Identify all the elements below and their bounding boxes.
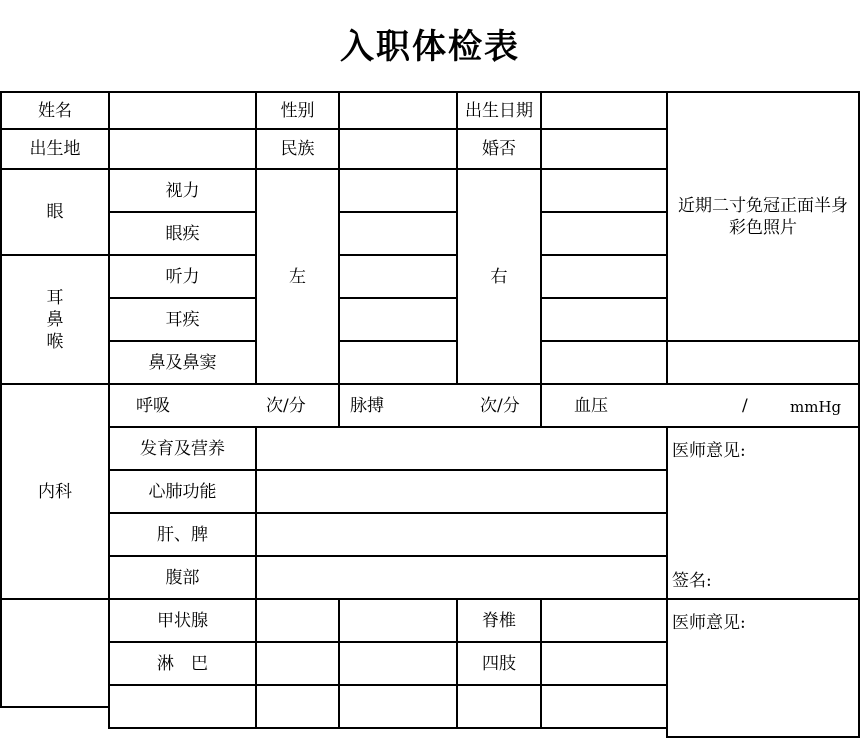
internal-section-label: 内科 xyxy=(0,383,110,600)
eye-disease-right-field[interactable] xyxy=(540,211,668,256)
thyroid-field-1[interactable] xyxy=(255,598,340,643)
marital-label: 婚否 xyxy=(456,128,542,170)
surgery-section-label xyxy=(0,598,110,708)
photo-box[interactable] xyxy=(666,91,860,342)
name-label: 姓名 xyxy=(0,91,110,130)
respiration-unit: 次/分 xyxy=(266,396,306,416)
spine-field[interactable] xyxy=(540,598,668,643)
development-field[interactable] xyxy=(255,426,668,471)
ear-disease-right-field[interactable] xyxy=(540,297,668,342)
birthplace-field[interactable] xyxy=(108,128,257,170)
surgery-row-3-field-2[interactable] xyxy=(338,684,458,729)
pulse-unit: 次/分 xyxy=(480,396,520,416)
cardio-field[interactable] xyxy=(255,469,668,514)
vision-right-field[interactable] xyxy=(540,168,668,213)
bp-unit: mmHg xyxy=(790,398,842,416)
surgery-row-3-field-1[interactable] xyxy=(255,684,340,729)
limbs-field[interactable] xyxy=(540,641,668,686)
bp-label: 血压 xyxy=(574,396,608,416)
ent-section-label xyxy=(0,254,110,385)
eye-disease-left-field[interactable] xyxy=(338,211,458,256)
birthdate-field[interactable] xyxy=(540,91,668,130)
ent-label-throat: 喉 xyxy=(46,331,64,352)
photo-note: 近期二寸免冠正面半身彩色照片 xyxy=(678,195,848,238)
surgery-row-3-field-3[interactable] xyxy=(540,684,668,729)
eye-disease-label: 眼疾 xyxy=(108,211,257,256)
nose-right-field[interactable] xyxy=(540,340,668,385)
surgery-row-3-label-2 xyxy=(456,684,542,729)
spine-label: 脊椎 xyxy=(456,598,542,643)
internal-opinion-label: 医师意见: xyxy=(672,441,746,461)
thyroid-label: 甲状腺 xyxy=(108,598,257,643)
liver-spleen-label: 肝、脾 xyxy=(108,512,257,557)
nose-sinus-label: 鼻及鼻窦 xyxy=(108,340,257,385)
hearing-label: 听力 xyxy=(108,254,257,299)
internal-opinion-box[interactable] xyxy=(666,426,860,600)
nose-left-field[interactable] xyxy=(338,340,458,385)
blood-pressure-cell[interactable] xyxy=(540,383,860,428)
hearing-right-field[interactable] xyxy=(540,254,668,299)
limbs-label: 四肢 xyxy=(456,641,542,686)
ear-disease-left-field[interactable] xyxy=(338,297,458,342)
page-title: 入职体检表 xyxy=(340,27,520,67)
vision-left-field[interactable] xyxy=(338,168,458,213)
ent-label-nose: 鼻 xyxy=(46,309,64,330)
ear-disease-label: 耳疾 xyxy=(108,297,257,342)
eye-section-label: 眼 xyxy=(0,168,110,256)
hearing-left-field[interactable] xyxy=(338,254,458,299)
liver-spleen-field[interactable] xyxy=(255,512,668,557)
lymph-label: 淋 巴 xyxy=(108,641,257,686)
development-label: 发育及营养 xyxy=(108,426,257,471)
left-side-label: 左 xyxy=(255,168,340,385)
thyroid-field-2[interactable] xyxy=(338,598,458,643)
right-side-label: 右 xyxy=(456,168,542,385)
surgery-opinion-label: 医师意见: xyxy=(672,613,746,633)
pulse-cell[interactable] xyxy=(338,383,542,428)
pulse-label: 脉搏 xyxy=(350,396,384,416)
respiration-cell[interactable] xyxy=(108,383,340,428)
gender-label: 性别 xyxy=(255,91,340,130)
ent-label-ear: 耳 xyxy=(46,287,64,308)
respiration-label: 呼吸 xyxy=(136,396,170,416)
gender-field[interactable] xyxy=(338,91,458,130)
surgery-opinion-box[interactable] xyxy=(666,598,860,738)
surgery-row-3-label xyxy=(108,684,257,729)
abdomen-field[interactable] xyxy=(255,555,668,600)
cardio-label: 心肺功能 xyxy=(108,469,257,514)
lymph-field-2[interactable] xyxy=(338,641,458,686)
abdomen-label: 腹部 xyxy=(108,555,257,600)
vision-label: 视力 xyxy=(108,168,257,213)
name-field[interactable] xyxy=(108,91,257,130)
birthdate-label: 出生日期 xyxy=(456,91,542,130)
ethnicity-label: 民族 xyxy=(255,128,340,170)
marital-field[interactable] xyxy=(540,128,668,170)
ethnicity-field[interactable] xyxy=(338,128,458,170)
lymph-field-1[interactable] xyxy=(255,641,340,686)
bp-separator: / xyxy=(742,396,748,416)
birthplace-label: 出生地 xyxy=(0,128,110,170)
internal-signature-label: 签名: xyxy=(672,571,712,591)
ent-extra-field[interactable] xyxy=(666,340,860,385)
